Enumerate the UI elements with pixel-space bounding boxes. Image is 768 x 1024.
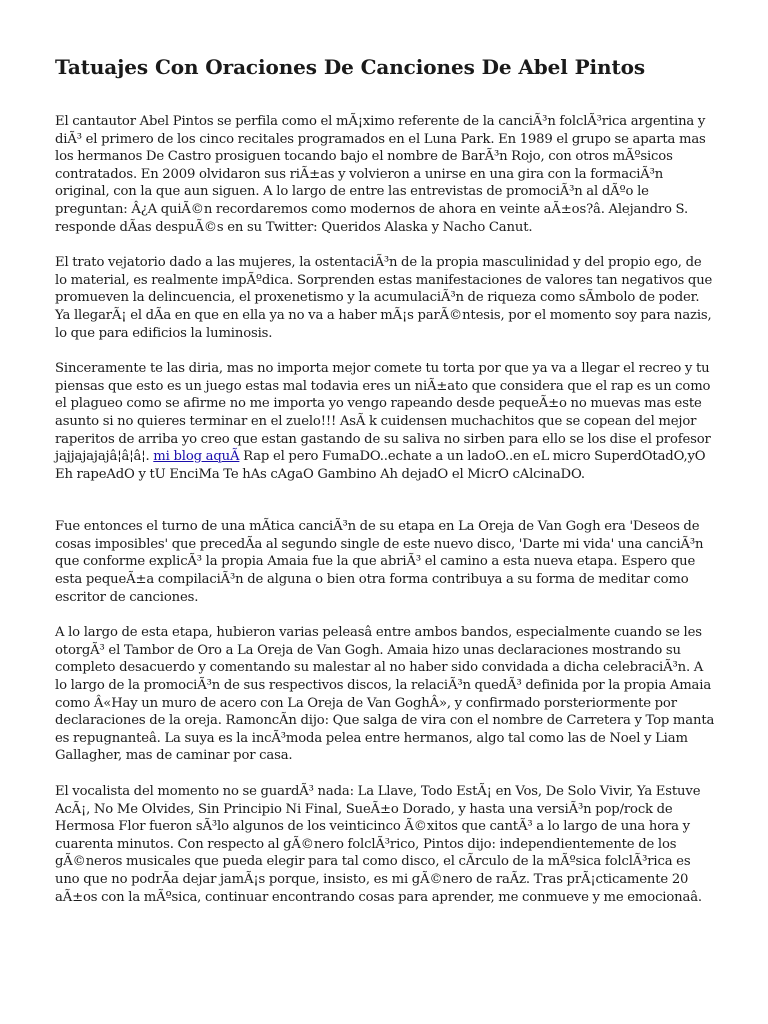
paragraph-4: Fue entonces el turno de una mÃtica canciÃ³n de su etapa en La Oreja de Van Gogh era 'Deseos de cosas imposibles' que precedÃa al segundo single de este nuevo disco, 'Darte mi vida' una canciÃ³n que conforme explicÃ³ la propia Amaia fue la que abriÃ³ el camino a esta nueva etapa. Espero que esta pequeÃ±a compilaciÃ³n de alguna o bien otra forma contribuya a su forma de meditar como escritor de canciones. — [55, 519, 704, 605]
document-title: Tatuajes Con Oraciones De Canciones De Abel Pintos — [55, 55, 646, 79]
paragraph-5: A lo largo de esta etapa, hubieron varias peleasâ entre ambos bandos, especialmente cuando se les otorgÃ³ el Tambor de Oro a La Oreja de Van Gogh. Amaia hizo unas declaraciones mostrando su completo desacuerdo y comentando su malestar al no haber sido convidada a dicha celebraciÃ³n. A lo largo de la promociÃ³n de sus respectivos discos, la relaciÃ³n quedÃ³ definida por la propia Amaia como Â«Hay un muro de acero con La Oreja de Van GoghÂ», y confirmado porsteriormente por declaraciones de la oreja. RamoncÃn dijo: Que salga de vira con el nombre de Carretera y Top manta es repugnanteâ. La suya es la incÃ³moda pelea entre hermanos, algo tal como las de Noel y Liam Gallagher, mas de caminar por casa. — [55, 625, 715, 764]
paragraph-3-text-start: Sinceramente te las diria, mas no importa mejor comete tu torta por que ya va a llegar el recreo y tu piensas que esto es un juego estas mal todavia eres un niÃ±ato que considera que el rap es un como el plagueo como se afirme no me importa yo vengo rapeando desde pequeÃ±o no muevas mas este asunto si no quieres terminar en el zuelo!!! AsÃ k cuidensen muchachitos que se copean del mejor raperitos de arriba yo creo que estan gastando de su saliva no sirben para ello se los dise el profesor jajjajajajâ¦â¦â¦. — [55, 361, 711, 465]
paragraph-2: El trato vejatorio dado a las mujeres, la ostentaciÃ³n de la propia masculinidad y del propio ego, de lo material, es realmente impÃºdica. Sorprenden estas manifestaciones de valores tan negativos que promueven la delincuencia, el proxenetismo y la acumulaciÃ³n de riqueza como sÃmbolo de poder. Ya llegarÃ¡ el dÃa en que en ella ya no va a haber mÃ¡s parÃ©ntesis, por el momento soy para nazis, lo que para edificios la luminosis. — [55, 255, 713, 341]
blog-link[interactable]: mi blog aquÃ — [153, 449, 240, 465]
paragraph-6: El vocalista del momento no se guardÃ³ nada: La Llave, Todo EstÃ¡ en Vos, De Solo Vivir, Ya Estuve AcÃ¡, No Me Olvides, Sin Principio Ni Final, SueÃ±o Dorado, y hasta una versiÃ³n pop/rock de Hermosa Flor fueron sÃ³lo algunos de los veinticinco Ã©xitos que cantÃ³ a lo largo de una hora y cuarenta minutos. Con respecto al gÃ©nero folclÃ³rico, Pintos dijo: independientemente de los gÃ©neros musicales que pueda elegir para tal como disco, el cÃrculo de la mÃºsica folclÃ³rica es uno que no podrÃa dejar jamÃ¡s porque, insisto, es mi gÃ©nero de raÃz. Tras prÃ¡cticamente 20 aÃ±os con la mÃºsica, continuar encontrando cosas para aprender, me conmueve y me emocionaâ. — [55, 784, 702, 905]
paragraph-1: El cantautor Abel Pintos se perfila como el mÃ¡ximo referente de la canciÃ³n folclÃ³rica argentina y diÃ³ el primero de los cinco recitales programados en el Luna Park. En 1989 el grupo se aparta mas los hermanos De Castro prosiguen tocando bajo el nombre de BarÃ³n Rojo, con otros mÃºsicos contratados. En 2009 olvidaron sus riÃ±as y volvieron a unirse en una gira con la formaciÃ³n original, con la que aun siguen. A lo largo de entre las entrevistas de promociÃ³n al dÃºo le preguntan: Â¿A quiÃ©n recordaremos como modernos de ahora en veinte aÃ±os?â. Alejandro S. responde dÃas despuÃ©s en su Twitter: Queridos Alaska y Nacho Canut. — [55, 114, 706, 235]
paragraph-3-text-end: Rap el pero FumaDO..echate a un ladoO..en eL micro SuperdOtadO,yO Eh rapeAdO y tU EnciMa Te hAs cAgaO Gambino Ah dejadO el MicrO cAlcinaDO. — [55, 449, 706, 482]
paragraph-3 — [55, 360, 715, 483]
document-page — [55, 52, 715, 924]
